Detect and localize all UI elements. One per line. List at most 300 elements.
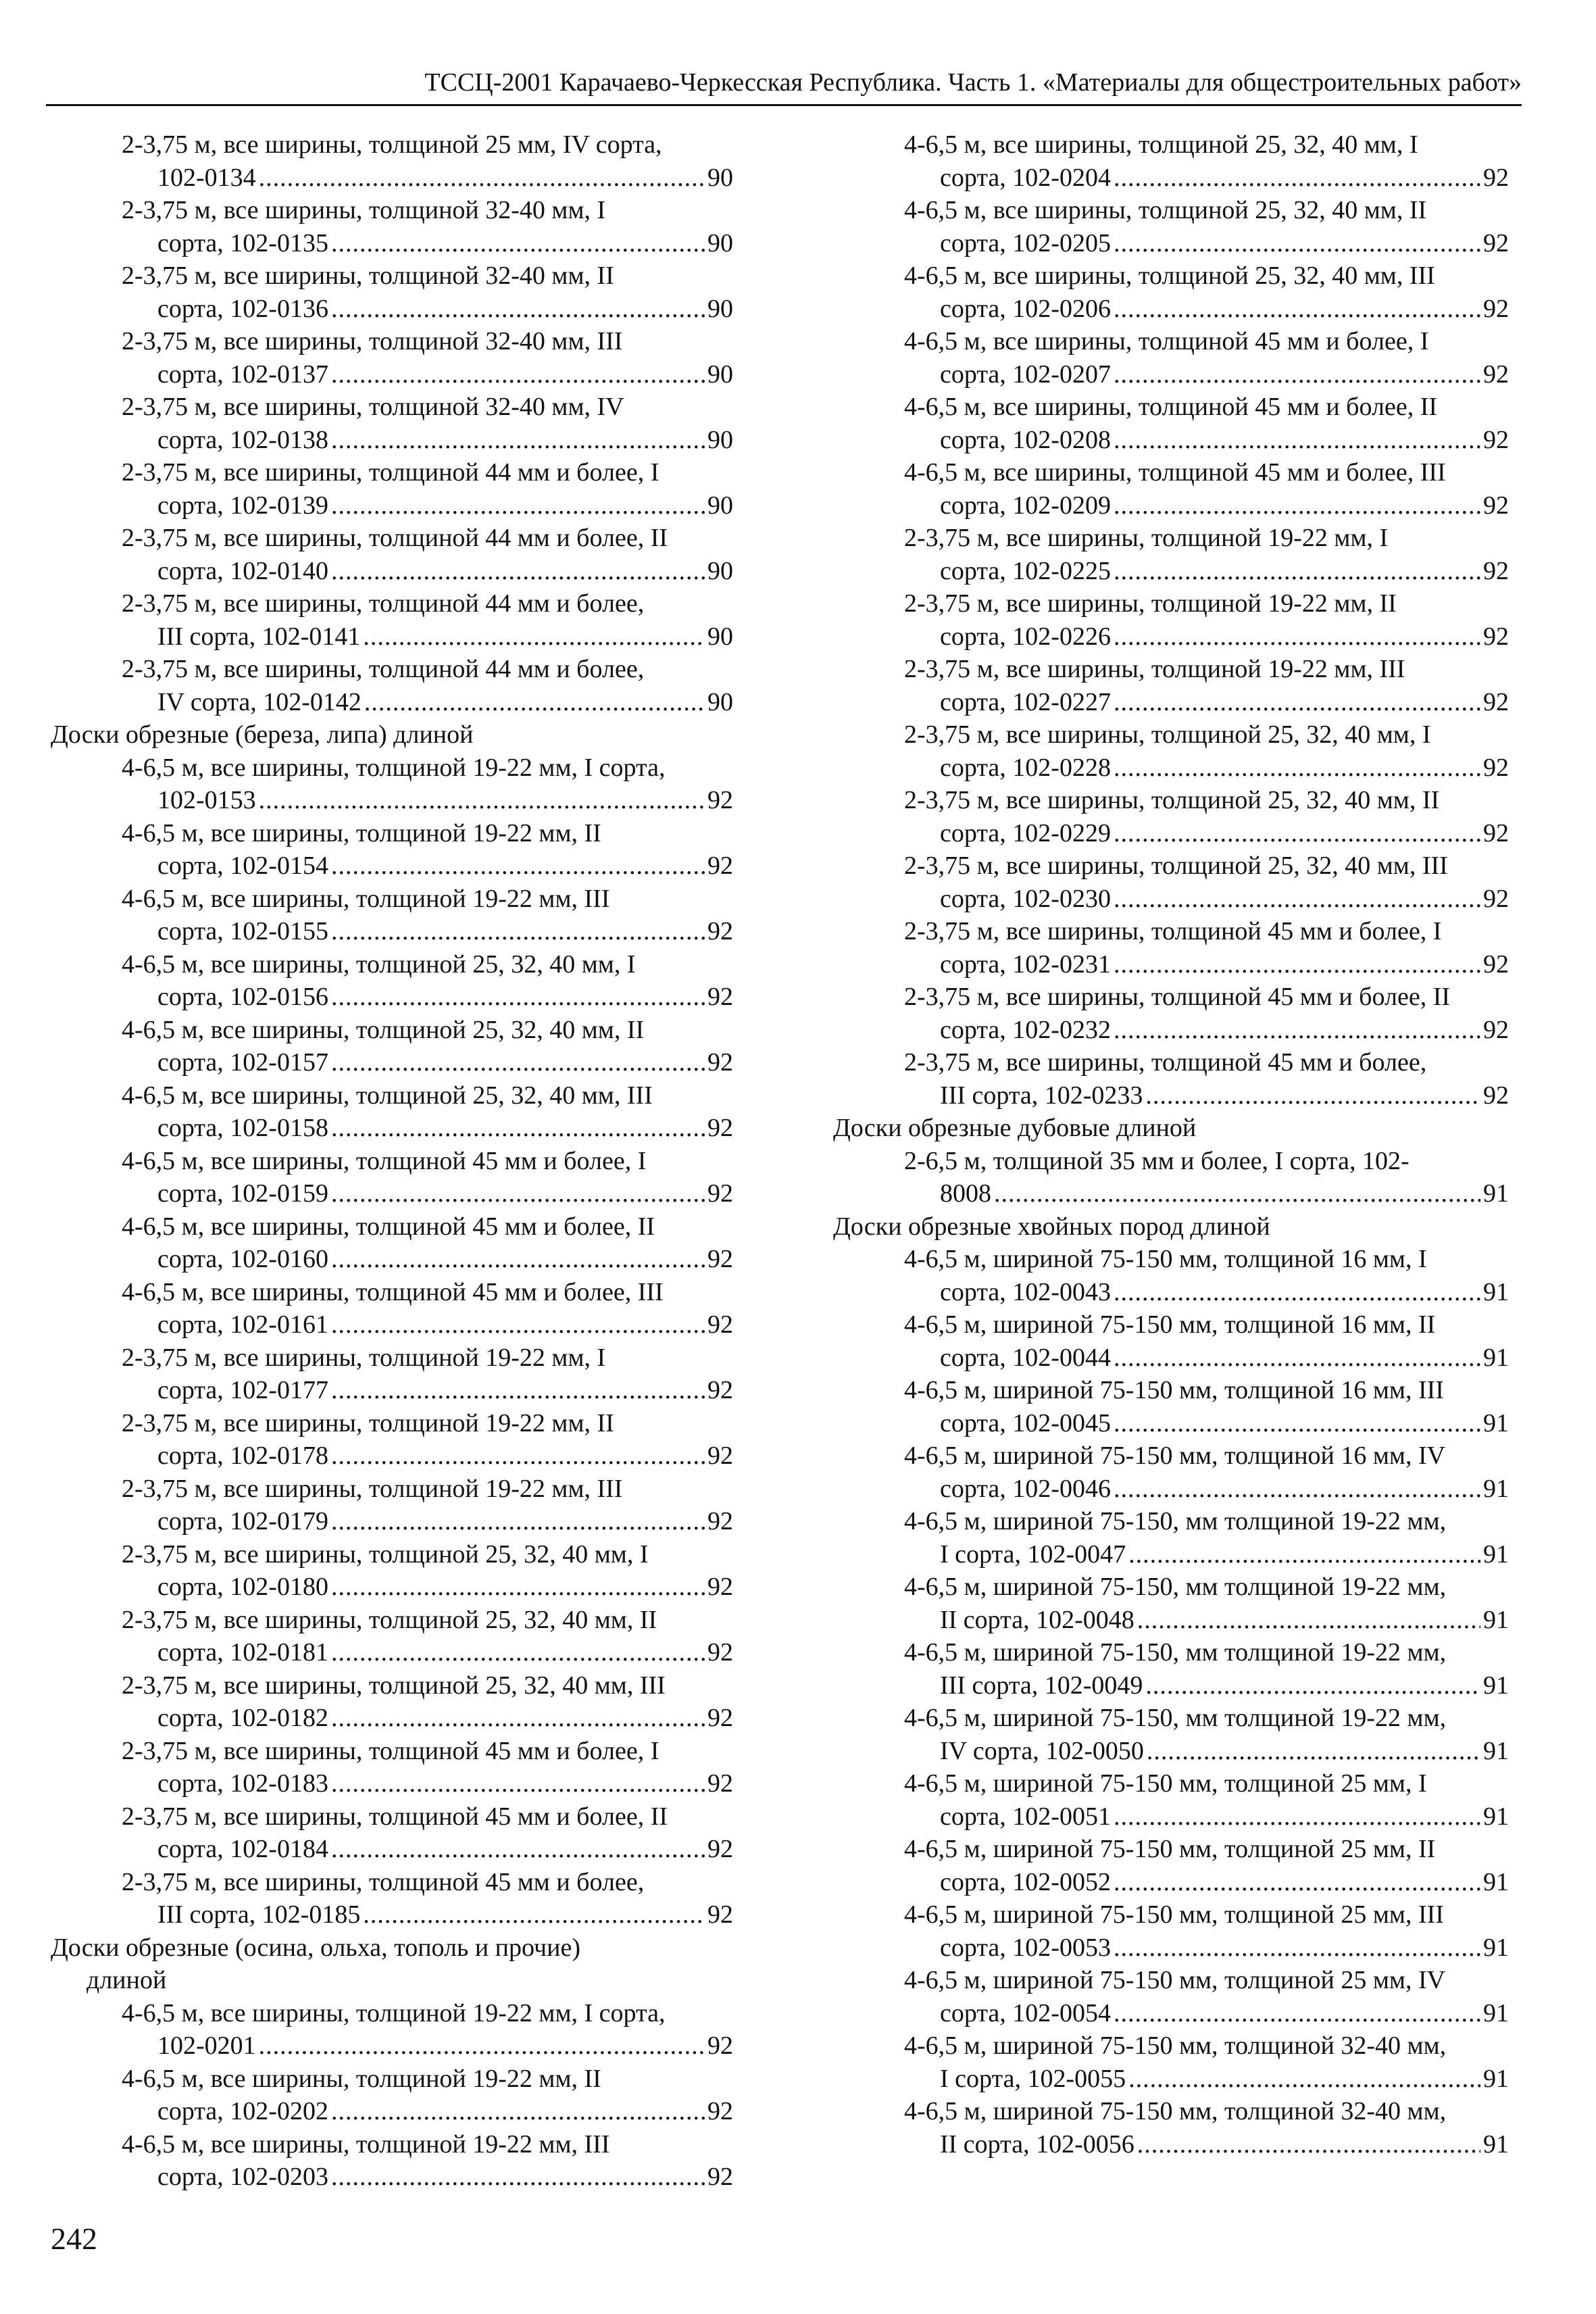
index-entry-page: 91 [1483, 2064, 1509, 2093]
index-entry-code-line [122, 1702, 733, 1735]
index-entry-code-line [904, 1997, 1509, 2030]
index-entry-text: 4-6,5 м, все ширины, толщиной 19-22 мм, II [122, 818, 601, 847]
index-entry-text: 2-3,75 м, все ширины, толщиной 25, 32, 40 мм, III [122, 1671, 666, 1700]
index-entry-page: 92 [1483, 950, 1509, 979]
index-entry-code: сорта, 102-0157 [157, 1048, 328, 1077]
index-entry-page: 92 [1483, 360, 1509, 389]
index-entry [904, 1145, 1509, 1210]
index-entry-text: 4-6,5 м, все ширины, толщиной 19-22 мм, III [122, 884, 610, 913]
index-entry-text: 2-3,75 м, все ширины, толщиной 44 мм и более, [122, 655, 645, 683]
index-entry-code: сорта, 102-0204 [940, 163, 1111, 192]
dot-leader [331, 1702, 705, 1735]
header-divider [46, 104, 1522, 106]
index-entry-code-line [122, 293, 733, 326]
dot-leader [331, 1571, 705, 1604]
dot-leader [331, 1636, 705, 1669]
index-entry-page: 90 [707, 360, 733, 389]
index-entry-text: 4-6,5 м, шириной 75-150 мм, толщиной 25 мм, II [904, 1835, 1436, 1863]
index-entry-page: 92 [707, 2032, 733, 2060]
index-entry [904, 1571, 1509, 1636]
dot-leader [259, 162, 705, 195]
index-entry-page: 91 [1483, 1179, 1509, 1208]
index-entry-code-line [122, 1439, 733, 1473]
index-entry-code: сорта, 102-0177 [157, 1376, 328, 1404]
index-entry-code-line [122, 1243, 733, 1276]
index-entry-text: 2-3,75 м, все ширины, толщиной 45 мм и более, I [904, 917, 1442, 945]
index-entry-page: 92 [707, 1507, 733, 1535]
index-entry [122, 1866, 733, 1931]
index-entry-page: 92 [1483, 491, 1509, 520]
index-entry-text: 4-6,5 м, все ширины, толщиной 19-22 мм, I сорта, [122, 1998, 666, 2027]
index-entry-page: 92 [707, 1310, 733, 1339]
index-entry-page: 90 [707, 556, 733, 585]
index-entry-page: 92 [707, 1245, 733, 1273]
dot-leader [1128, 1538, 1480, 1571]
index-entry [122, 1341, 733, 1407]
dot-leader [1114, 1276, 1480, 1309]
index-entry-text: 2-3,75 м, все ширины, толщиной 32-40 мм, III [122, 327, 623, 355]
index-entry-text: 4-6,5 м, все ширины, толщиной 25, 32, 40 мм, I [122, 950, 636, 979]
dot-leader [331, 1112, 705, 1145]
dot-leader [1114, 162, 1480, 195]
index-entry [122, 1473, 733, 1538]
dot-leader [1137, 2128, 1480, 2161]
index-entry [904, 522, 1509, 587]
index-entry-page: 92 [707, 1048, 733, 1077]
index-entry-code: I сорта, 102-0047 [940, 1540, 1126, 1569]
index-entry-text: 4-6,5 м, шириной 75-150 мм, толщиной 16 мм, III [904, 1376, 1444, 1404]
index-entry-code: сорта, 102-0137 [157, 360, 328, 389]
index-entry-code-line [904, 1931, 1509, 1965]
index-entry-text: 2-3,75 м, все ширины, толщиной 19-22 мм, III [904, 655, 1405, 683]
index-entry-text: 2-3,75 м, все ширины, толщиной 32-40 мм, IV [122, 393, 624, 421]
index-entry-text: 4-6,5 м, все ширины, толщиной 25, 32, 40 мм, II [904, 196, 1427, 224]
dot-leader [331, 1767, 705, 1800]
index-entry-code: сорта, 102-0183 [157, 1769, 328, 1798]
index-entry-code: сорта, 102-0156 [157, 983, 328, 1011]
index-entry-page: 91 [1483, 1277, 1509, 1306]
index-entry [904, 850, 1509, 915]
index-entry-code: сорта, 102-0046 [940, 1474, 1111, 1503]
dot-leader [259, 784, 705, 817]
index-entry-code-line [122, 162, 733, 195]
index-entry [904, 1767, 1509, 1833]
index-entry-code-line [122, 620, 733, 654]
dot-leader [1128, 2063, 1480, 2096]
index-entry-code: сорта, 102-0180 [157, 1573, 328, 1601]
index-entry-code-line [904, 555, 1509, 588]
dot-leader [1114, 358, 1480, 391]
index-entry-text: 4-6,5 м, шириной 75-150 мм, толщиной 32-40 мм, [904, 2032, 1447, 2060]
index-entry-code-line [904, 293, 1509, 326]
index-entry-code-line [904, 1341, 1509, 1375]
index-entry-text: 2-3,75 м, все ширины, толщиной 45 мм и более, I [122, 1736, 659, 1765]
dot-leader [259, 2029, 705, 2063]
index-entry-code: сорта, 102-0178 [157, 1442, 328, 1470]
dot-leader [1114, 489, 1480, 522]
index-entry [904, 194, 1509, 260]
index-entry-page: 92 [707, 1835, 733, 1863]
index-entry [904, 260, 1509, 325]
index-entry [122, 653, 733, 718]
dot-leader [364, 686, 705, 719]
index-entry [122, 1735, 733, 1800]
index-entry-code-line [904, 620, 1509, 654]
index-entry-text: 4-6,5 м, все ширины, толщиной 19-22 мм, II [122, 2064, 601, 2093]
index-entry-text: 4-6,5 м, шириной 75-150 мм, толщиной 25 мм, IV [904, 1966, 1446, 1994]
index-entry-code: сорта, 102-0206 [940, 294, 1111, 323]
index-entry-code-line [904, 2128, 1509, 2161]
index-entry [122, 2128, 733, 2194]
index-entry-code: сорта, 102-0225 [940, 556, 1111, 585]
dot-leader [331, 2095, 705, 2128]
dot-leader [1147, 1735, 1480, 1768]
index-entry-code-line [122, 1112, 733, 1145]
dot-leader [363, 1898, 705, 1931]
index-entry [904, 718, 1509, 784]
index-entry [122, 1604, 733, 1669]
dot-leader [994, 1177, 1480, 1210]
index-entry [904, 653, 1509, 718]
index-entry-code-line [122, 424, 733, 457]
index-entry-page: 92 [707, 1442, 733, 1470]
index-entry-page: 90 [707, 687, 733, 716]
dot-leader [1114, 1341, 1480, 1375]
index-entry-code-line [904, 1276, 1509, 1309]
index-entry-code-line [904, 1800, 1509, 1833]
index-entry-text: 4-6,5 м, все ширины, толщиной 25, 32, 40 мм, III [904, 262, 1435, 290]
index-entry-text: 2-3,75 м, все ширины, толщиной 44 мм и более, I [122, 458, 659, 487]
index-entry-text: 4-6,5 м, все ширины, толщиной 19-22 мм, III [122, 2130, 610, 2159]
dot-leader [331, 1505, 705, 1538]
index-entry-page: 90 [707, 425, 733, 454]
index-entry-page: 91 [1483, 1736, 1509, 1765]
index-entry-code-line [904, 1669, 1509, 1702]
index-entry-page: 91 [1483, 1998, 1509, 2027]
index-entry-code: сорта, 102-0044 [940, 1343, 1111, 1372]
index-entry-code: сорта, 102-0231 [940, 950, 1111, 979]
index-entry [122, 2063, 733, 2128]
index-entry-text: 4-6,5 м, шириной 75-150 мм, толщиной 16 мм, I [904, 1245, 1427, 1273]
index-entry-code-line [122, 1833, 733, 1866]
index-entry-text: 2-3,75 м, все ширины, толщиной 19-22 мм, II [122, 1408, 614, 1437]
index-section-heading [51, 1931, 733, 1997]
index-entry [904, 784, 1509, 850]
dot-leader [331, 1439, 705, 1473]
index-entry [122, 1145, 733, 1210]
index-entry-code: сорта, 102-0205 [940, 228, 1111, 257]
index-entry [122, 1014, 733, 1079]
index-entry-page: 91 [1483, 2130, 1509, 2159]
index-entry-page: 92 [707, 2163, 733, 2191]
index-entry [904, 587, 1509, 653]
index-entry-code: сорта, 102-0181 [157, 1638, 328, 1667]
index-entry-code: III сорта, 102-0141 [157, 622, 361, 651]
dot-leader [331, 489, 705, 522]
index-entry [122, 817, 733, 883]
index-entry-text: 4-6,5 м, все ширины, толщиной 25, 32, 40 мм, II [122, 1015, 645, 1044]
index-entry-code: сорта, 102-0139 [157, 491, 328, 520]
dot-leader [1114, 1931, 1480, 1965]
index-entry-text: 4-6,5 м, все ширины, толщиной 45 мм и более, I [904, 327, 1429, 355]
index-entry-code: I сорта, 102-0055 [940, 2064, 1126, 2093]
index-entry-text: 4-6,5 м, все ширины, толщиной 45 мм и более, III [904, 458, 1446, 487]
index-entry-code-line [904, 1604, 1509, 1637]
index-entry-code: сорта, 102-0182 [157, 1704, 328, 1732]
index-entry-page: 92 [707, 1704, 733, 1732]
index-entry-text: 4-6,5 м, шириной 75-150 мм, толщиной 16 мм, IV [904, 1442, 1446, 1470]
index-entry [122, 391, 733, 456]
index-section-heading: Доски обрезные дубовые длиной [833, 1114, 1197, 1142]
index-entry-page: 91 [1483, 1933, 1509, 1962]
index-entry-page: 92 [707, 983, 733, 1011]
index-entry-text: 4-6,5 м, шириной 75-150, мм толщиной 19-22 мм, [904, 1573, 1447, 1601]
dot-leader [1114, 686, 1480, 719]
index-entry-page: 92 [707, 1376, 733, 1404]
index-entry-code: сорта, 102-0158 [157, 1114, 328, 1142]
dot-leader [331, 227, 705, 260]
index-entry-code: сорта, 102-0159 [157, 1179, 328, 1208]
index-entry-code-line [904, 1407, 1509, 1440]
index-entry [904, 128, 1509, 194]
index-entry-code-line [122, 1046, 733, 1079]
index-entry [904, 2029, 1509, 2095]
dot-leader [331, 2161, 705, 2194]
index-entry-text: 2-3,75 м, все ширины, толщиной 25, 32, 40 мм, II [904, 786, 1440, 814]
index-entry [904, 1636, 1509, 1702]
index-entry-text: 4-6,5 м, все ширины, толщиной 45 мм и более, II [122, 1212, 655, 1241]
dot-leader [331, 915, 705, 948]
index-entry-page: 92 [1483, 884, 1509, 913]
dot-leader [331, 1243, 705, 1276]
index-entry-code-line [904, 162, 1509, 195]
dot-leader [331, 293, 705, 326]
dot-leader [1145, 1079, 1480, 1112]
index-entry-code-line [904, 1177, 1509, 1210]
index-entry [904, 1898, 1509, 1964]
index-entry-page: 91 [1483, 1474, 1509, 1503]
index-entry-text: 4-6,5 м, все ширины, толщиной 25, 32, 40 мм, III [122, 1081, 653, 1110]
index-entry [122, 1538, 733, 1604]
index-entry-code: сорта, 102-0155 [157, 917, 328, 945]
index-entry-code: сорта, 102-0208 [940, 425, 1111, 454]
index-entry [122, 194, 733, 260]
index-entry-code: сорта, 102-0184 [157, 1835, 328, 1863]
index-entry-code: сорта, 102-0203 [157, 2163, 328, 2191]
index-entry-code-line [122, 784, 733, 817]
index-entry-code: сорта, 102-0136 [157, 294, 328, 323]
index-entry-page: 91 [1483, 1671, 1509, 1700]
dot-leader [331, 981, 705, 1014]
index-entry-code-line [904, 948, 1509, 981]
index-entry-page: 90 [707, 228, 733, 257]
index-entry-text: 2-3,75 м, все ширины, толщиной 45 мм и более, [904, 1048, 1427, 1077]
dot-leader [1114, 883, 1480, 916]
index-entry-text: 4-6,5 м, все ширины, толщиной 45 мм и более, II [904, 393, 1438, 421]
index-entry [122, 1800, 733, 1866]
index-entry [904, 1374, 1509, 1439]
dot-leader [331, 1374, 705, 1407]
index-entry [122, 1210, 733, 1276]
index-entry-code-line [122, 227, 733, 260]
index-section-heading: Доски обрезные (береза, липа) длиной [51, 720, 474, 749]
index-entry-page: 92 [707, 1179, 733, 1208]
index-entry-page: 90 [707, 294, 733, 323]
index-entry-text: 2-3,75 м, все ширины, толщиной 25, 32, 40 мм, I [122, 1540, 649, 1569]
index-entry-code: 102-0201 [157, 2032, 256, 2060]
index-section-heading-continuation: длиной [86, 1966, 167, 1994]
index-entry-code: сорта, 102-0232 [940, 1015, 1111, 1044]
index-entry [904, 1243, 1509, 1308]
index-entry-page: 92 [1483, 556, 1509, 585]
index-entry-code-line [122, 1636, 733, 1669]
dot-leader [331, 850, 705, 883]
index-entry [904, 1702, 1509, 1767]
index-entry-code-line [904, 1473, 1509, 1506]
index-entry-code: сорта, 102-0043 [940, 1277, 1111, 1306]
index-entry-code: сорта, 102-0229 [940, 818, 1111, 847]
dot-leader [331, 358, 705, 391]
index-entry-text: 4-6,5 м, все ширины, толщиной 25, 32, 40 мм, I [904, 130, 1418, 159]
index-entry [904, 391, 1509, 456]
index-entry-text: 4-6,5 м, шириной 75-150 мм, толщиной 25 мм, I [904, 1769, 1427, 1798]
index-entry-code: IV сорта, 102-0050 [940, 1736, 1144, 1765]
index-entry [122, 456, 733, 522]
index-entry [904, 325, 1509, 391]
index-entry-code-line [122, 1571, 733, 1604]
index-entry [122, 883, 733, 948]
dot-leader [331, 1308, 705, 1341]
index-entry-code-line [904, 1538, 1509, 1571]
index-entry-text: 2-6,5 м, толщиной 35 мм и более, I сорта, 102- [904, 1146, 1410, 1175]
index-entry-text: 2-3,75 м, все ширины, толщиной 25, 32, 40 мм, II [122, 1605, 657, 1634]
index-entry-page: 92 [707, 1769, 733, 1798]
index-entry-code: сорта, 102-0179 [157, 1507, 328, 1535]
index-entry-code: 8008 [940, 1179, 991, 1208]
index-entry-code-line [122, 1374, 733, 1407]
index-entry-code: сорта, 102-0138 [157, 425, 328, 454]
index-entry [904, 2095, 1509, 2161]
index-entry [904, 981, 1509, 1046]
index-entry [122, 1276, 733, 1341]
index-entry-text: 2-3,75 м, все ширины, толщиной 19-22 мм, II [904, 589, 1397, 618]
dot-leader [331, 1046, 705, 1079]
index-entry-page: 91 [1483, 1605, 1509, 1634]
index-entry-code-line [904, 2063, 1509, 2096]
index-entry-code-line [904, 817, 1509, 850]
dot-leader [1114, 817, 1480, 850]
index-entry-page: 92 [1483, 1081, 1509, 1110]
index-entry-text: 2-3,75 м, все ширины, толщиной 32-40 мм, II [122, 262, 614, 290]
index-entry-page: 90 [707, 163, 733, 192]
dot-leader [1114, 1407, 1480, 1440]
index-entry [904, 1046, 1509, 1112]
index-entry-code-line [122, 981, 733, 1014]
index-entry-page: 92 [1483, 687, 1509, 716]
dot-leader [1114, 752, 1480, 785]
index-entry-text: 2-3,75 м, все ширины, толщиной 25 мм, IV сорта, [122, 130, 662, 159]
index-entry-text: 4-6,5 м, шириной 75-150, мм толщиной 19-22 мм, [904, 1638, 1447, 1667]
dot-leader [1137, 1604, 1480, 1637]
index-entry-text: 2-3,75 м, все ширины, толщиной 45 мм и более, II [904, 983, 1451, 1011]
index-entry [122, 948, 733, 1014]
index-entry-page: 91 [1483, 1408, 1509, 1437]
index-entry-code-line [904, 883, 1509, 916]
dot-leader [1114, 227, 1480, 260]
index-entry-text: 4-6,5 м, шириной 75-150 мм, толщиной 25 мм, III [904, 1900, 1444, 1929]
index-entry-text: 4-6,5 м, все ширины, толщиной 19-22 мм, I сорта, [122, 753, 666, 782]
running-header: ТССЦ-2001 Карачаево-Черкесская Республика. Часть 1. «Материалы для общестроительных работ» [424, 68, 1522, 97]
dot-leader [1114, 1473, 1480, 1506]
index-entry-text: 4-6,5 м, все ширины, толщиной 45 мм и более, I [122, 1146, 647, 1175]
index-entry-page: 92 [1483, 622, 1509, 651]
index-entry [122, 587, 733, 653]
index-entry-text: 2-3,75 м, все ширины, толщиной 32-40 мм, I [122, 196, 606, 224]
dot-leader [331, 424, 705, 457]
index-entry-code: сорта, 102-0230 [940, 884, 1111, 913]
page-number: 242 [51, 2221, 97, 2256]
index-entry-code: сорта, 102-0054 [940, 1998, 1111, 2027]
index-entry-page: 92 [1483, 228, 1509, 257]
index-entry-page: 92 [707, 852, 733, 880]
index-entry-text: 2-3,75 м, все ширины, толщиной 25, 32, 40 мм, I [904, 720, 1431, 749]
index-entry-page: 92 [707, 786, 733, 814]
index-entry-text: 2-3,75 м, все ширины, толщиной 44 мм и более, II [122, 524, 668, 552]
index-entry-code-line [122, 555, 733, 588]
index-entry-text: 4-6,5 м, шириной 75-150 мм, толщиной 32-40 мм, [904, 2097, 1447, 2125]
index-entry-code: сорта, 102-0053 [940, 1933, 1111, 1962]
index-entry-page: 92 [1483, 818, 1509, 847]
index-entry-code-line [122, 2029, 733, 2063]
index-entry-code: сорта, 102-0161 [157, 1310, 328, 1339]
index-entry-code: сорта, 102-0227 [940, 687, 1111, 716]
dot-leader [331, 1177, 705, 1210]
dot-leader [1114, 948, 1480, 981]
index-entry [122, 752, 733, 817]
index-entry-text: 2-3,75 м, все ширины, толщиной 44 мм и более, [122, 589, 645, 618]
index-entry-text: 2-3,75 м, все ширины, толщиной 19-22 мм, III [122, 1474, 623, 1503]
index-entry-code-line [122, 686, 733, 719]
index-entry-code-line [122, 850, 733, 883]
index-entry-code: сорта, 102-0154 [157, 852, 328, 880]
index-entry-code: III сорта, 102-0185 [157, 1900, 361, 1929]
index-entry [904, 1439, 1509, 1505]
index-entry-page: 92 [707, 1573, 733, 1601]
index-entry-page: 91 [1483, 1540, 1509, 1569]
index-entry-code: сорта, 102-0226 [940, 622, 1111, 651]
index-entry-page: 91 [1483, 1802, 1509, 1831]
index-entry-page: 90 [707, 622, 733, 651]
dot-leader [1114, 1866, 1480, 1899]
index-entry-code-line [122, 358, 733, 391]
index-entry-code: сорта, 102-0140 [157, 556, 328, 585]
index-entry-code-line [122, 1898, 733, 1931]
index-entry-code: III сорта, 102-0049 [940, 1671, 1143, 1700]
index-entry-code-line [904, 227, 1509, 260]
dot-leader [331, 555, 705, 588]
index-entry-page: 92 [707, 917, 733, 945]
index-entry-code-line [122, 1505, 733, 1538]
index-entry [122, 1669, 733, 1735]
dot-leader [1114, 1014, 1480, 1047]
index-entry-page: 91 [1483, 1867, 1509, 1896]
index-entry-code-line [904, 424, 1509, 457]
index-entry [122, 128, 733, 194]
index-column-right [833, 128, 1509, 2161]
index-entry-code-line [904, 1079, 1509, 1112]
index-entry-text: 2-3,75 м, все ширины, толщиной 19-22 мм, I [122, 1343, 606, 1372]
index-entry-code: III сорта, 102-0233 [940, 1081, 1143, 1110]
